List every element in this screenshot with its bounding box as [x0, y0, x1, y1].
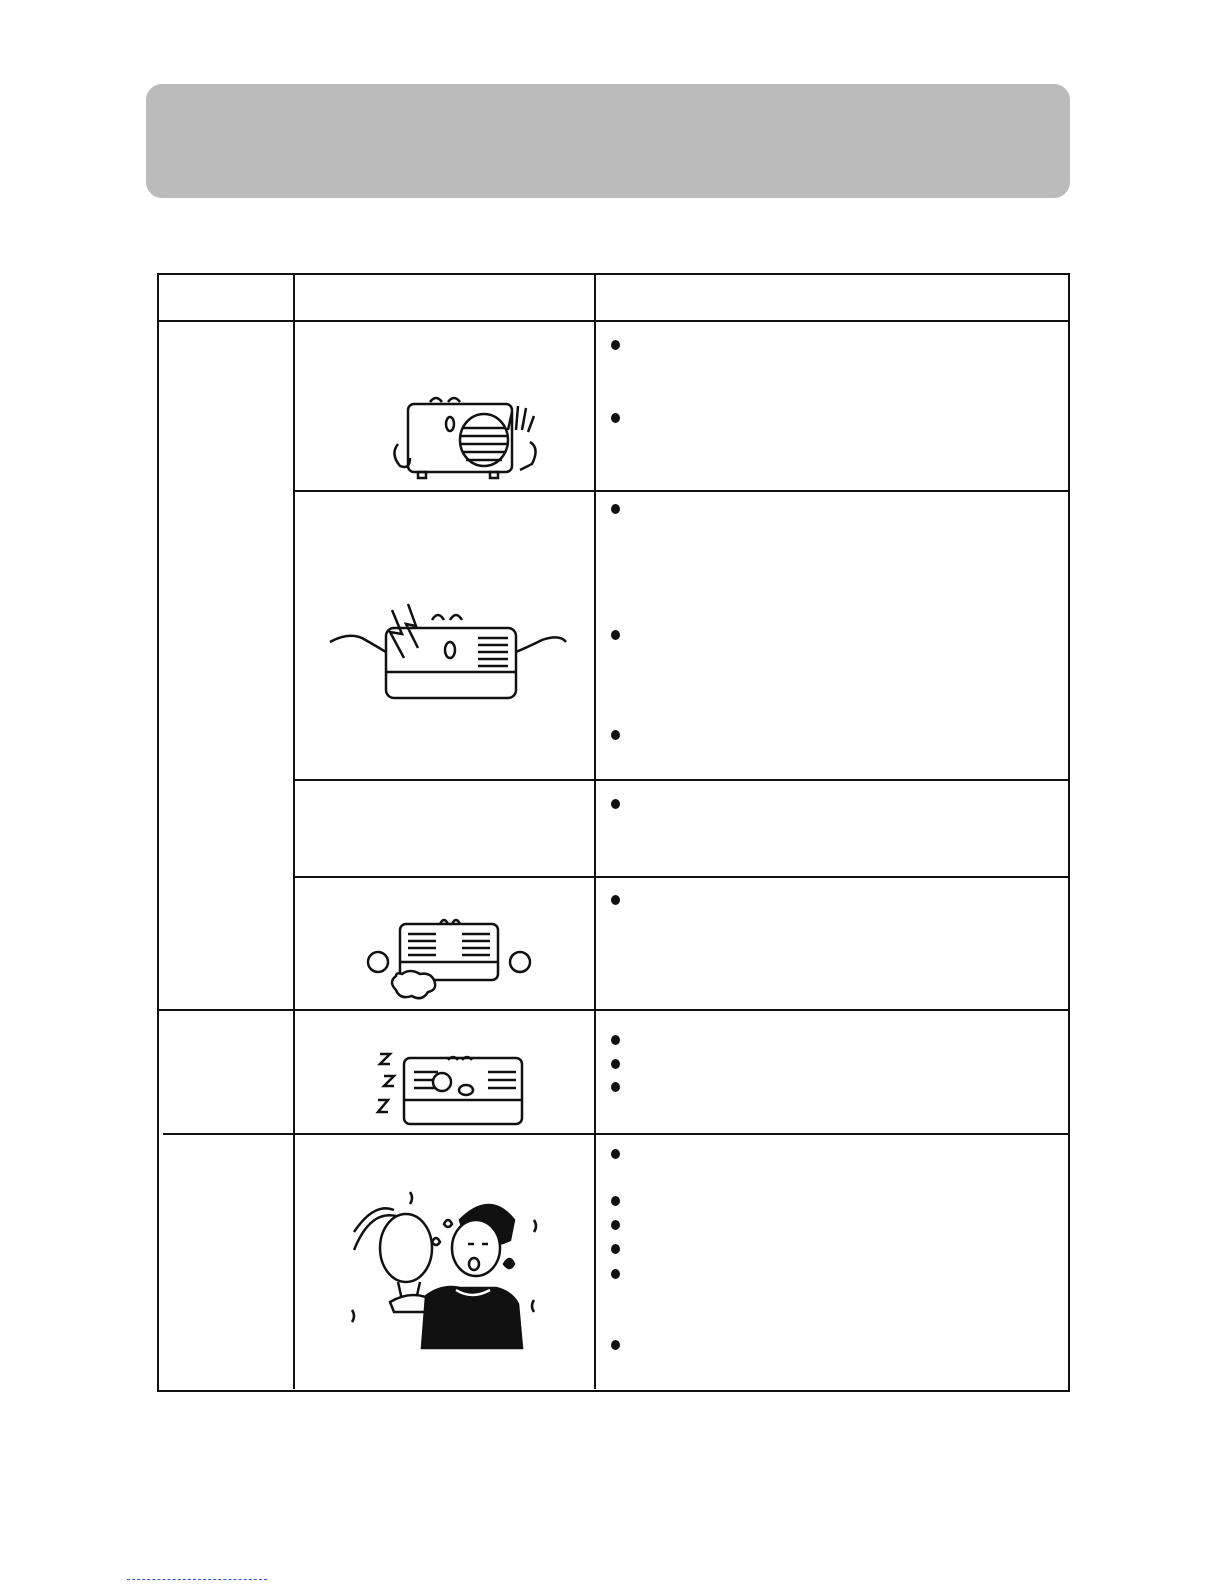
bullet	[611, 799, 620, 809]
bullet	[611, 1340, 620, 1350]
column-divider-2	[594, 273, 596, 1389]
unit-stop-hand-illustration	[392, 396, 552, 482]
bullet	[611, 340, 620, 350]
row-divider-2	[294, 779, 1068, 781]
bullet	[611, 1149, 620, 1159]
unit-sleeping-illustration	[376, 1052, 526, 1126]
row-divider-4	[157, 1009, 1068, 1011]
bullet	[611, 1196, 620, 1206]
unit-shouting-illustration	[328, 600, 568, 700]
bullet	[611, 504, 620, 514]
bullet	[611, 1059, 620, 1069]
unit-puffing-air-illustration	[366, 916, 532, 1002]
row-divider-3	[294, 876, 1068, 878]
bullet	[611, 413, 620, 423]
bullet	[611, 1220, 620, 1230]
person-sweating-with-fan-illustration	[348, 1190, 548, 1350]
bullet	[611, 1244, 620, 1254]
header-banner	[146, 84, 1070, 198]
row-divider-1	[294, 490, 1068, 492]
bullet	[611, 1035, 620, 1045]
footer-link[interactable]	[127, 1579, 267, 1581]
header-divider	[157, 320, 1068, 322]
column-divider-1	[293, 273, 295, 1389]
row-divider-5	[163, 1133, 1068, 1135]
bullet	[611, 1082, 620, 1092]
bullet	[611, 630, 620, 640]
bullet	[611, 1269, 620, 1279]
bullet	[611, 895, 620, 905]
bullet	[611, 730, 620, 740]
